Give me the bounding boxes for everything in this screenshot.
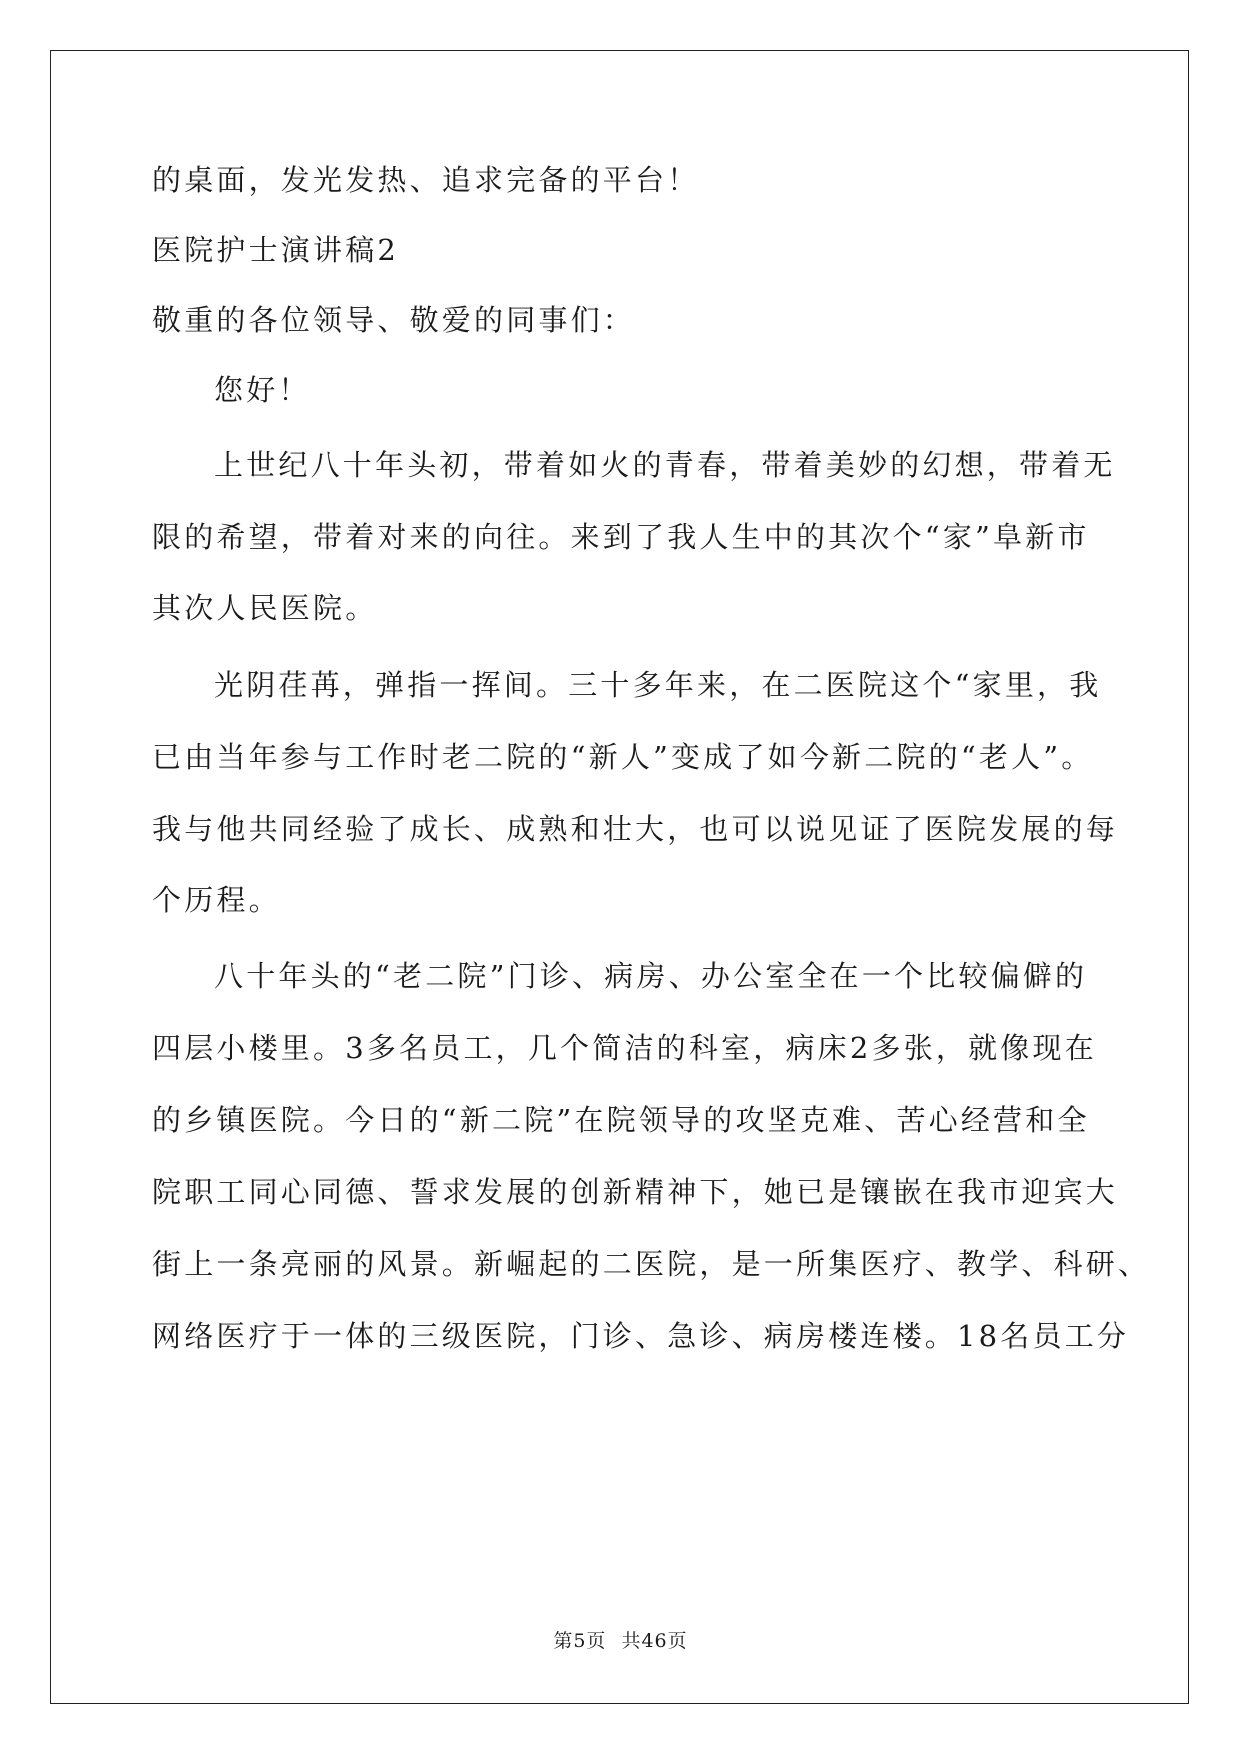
paragraph-line: 的桌面，发光发热、追求完备的平台！ — [152, 163, 700, 197]
paragraph-line: 街上一条亮丽的风景。新崛起的二医院，是一所集医疗、教学、科研、 — [152, 1247, 1151, 1281]
paragraph-line: 已由当年参与工作时老二院的“新人”变成了如今新二院的“老人”。 — [152, 740, 1094, 774]
greeting: 您好！ — [214, 373, 311, 407]
paragraph-line: 光阴荏苒，弹指一挥间。三十多年来，在二医院这个“家里，我 — [214, 668, 1102, 702]
page-number: 第5页 — [553, 1630, 607, 1652]
paragraph-line: 四层小楼里。3多名员工，几个简洁的科室，病床2多张，就像现在 — [152, 1031, 1097, 1065]
paragraph-line: 上世纪八十年头初，带着如火的青春，带着美妙的幻想，带着无 — [214, 448, 1116, 482]
page-border — [50, 50, 1189, 1704]
salutation: 敬重的各位领导、敬爱的同事们： — [152, 303, 636, 337]
paragraph-line: 网络医疗于一体的三级医院，门诊、急诊、病房楼连楼。18名员工分 — [152, 1319, 1130, 1353]
paragraph-line: 八十年头的“老二院”门诊、病房、办公室全在一个比较偏僻的 — [214, 959, 1088, 993]
paragraph-line: 个历程。 — [152, 883, 281, 917]
paragraph-line: 我与他共同经验了成长、成熟和壮大，也可以说见证了医院发展的每 — [152, 812, 1119, 846]
page-total: 共46页 — [621, 1630, 688, 1652]
document-heading: 医院护士演讲稿2 — [152, 233, 400, 267]
paragraph-line: 限的希望，带着对来的向往。来到了我人生中的其次个“家”阜新市 — [152, 520, 1090, 554]
paragraph-line: 的乡镇医院。今日的“新二院”在院领导的攻坚克难、苦心经营和全 — [152, 1103, 1090, 1137]
page-footer — [0, 1626, 1241, 1653]
paragraph-line: 院职工同心同德、誓求发展的创新精神下，她已是镶嵌在我市迎宾大 — [152, 1175, 1119, 1209]
paragraph-line: 其次人民医院。 — [152, 591, 378, 625]
